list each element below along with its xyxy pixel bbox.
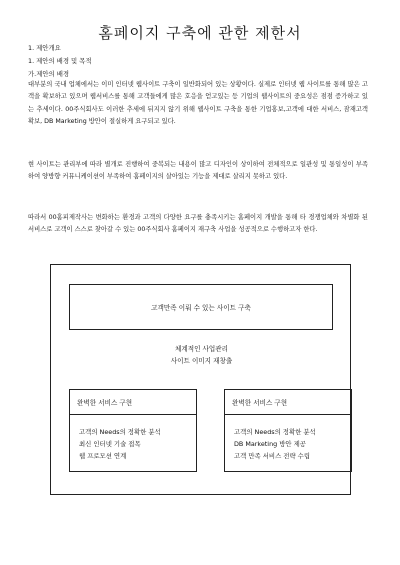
service-item: 최신 인터넷 기술 접목 — [79, 440, 141, 448]
body-paragraph: 대부분의 국내 업체에서는 이미 인터넷 웹사이트 구축이 일반화되어 있는 상황이다. 실제로 인터넷 웹 사이트를 통해 많은 고객을 확보하고 있으며 웹서비스를 통해 고객들에게 많은 호응을 얻고있는 등 기업의 웹사이트의 중요성은 점점 증가하고 있는 추세이다. 00주식회사도 이러한 추세에 뒤지지 않기 위해 웹사이트 구축을 통한 기업홍보,고객에 대한 서비스, 잠재고객 확보, DB Marketing 방안이 절실하게 요구되고 있다. — [28, 81, 368, 126]
divider — [225, 414, 351, 415]
body-paragraph: 현 사이트는 관리부에 따라 별개로 진행하여 중복되는 내용이 많고 디자인이 상이하여 전체적으로 일관성 및 통일성이 부족하여 양방향 커뮤니케이션이 부족하여 홈페이지의 살아있는 기능을 제대로 살리지 못하고 있다. — [28, 161, 368, 181]
service-item: 고객의 Needs의 정확한 분석 — [234, 428, 316, 436]
service-box-left — [69, 389, 197, 472]
service-box-title: 완벽한 서비스 구현 — [232, 399, 288, 407]
service-item: 고객의 Needs의 정확한 분석 — [79, 428, 161, 436]
service-item-list — [234, 426, 316, 462]
concept-diagram — [50, 264, 351, 495]
divider — [70, 414, 196, 415]
center-caption: 사이트 이미지 재창출 — [170, 357, 233, 365]
subsection-heading: 가.제안의 배경 — [28, 70, 70, 78]
goal-box — [69, 284, 333, 330]
service-box-right — [224, 389, 352, 472]
service-item: 웹 프로모션 연계 — [79, 452, 127, 460]
service-item: 고객 만족 서비스 전략 수립 — [234, 452, 311, 460]
center-caption: 체계적인 사업관리 — [174, 345, 229, 353]
document-title: 홈페이지 구축에 관한 제한서 — [98, 24, 302, 42]
goal-box-label: 고객만족 이뤄 수 있는 사이트 구축 — [151, 304, 251, 312]
section-heading: 1. 제안개요 — [28, 44, 61, 52]
body-paragraph: 따라서 00홈피제작사는 변화하는 환경과 고객의 다양한 요구를 충족시키는 홈페이지 개발을 통해 타 경쟁업체와 차별화 된 서비스로 고객이 스스로 찾아갈 수 있는 00주식회사 홈페이지 재구축 사업을 성공적으로 수행하고자 한다. — [28, 214, 368, 234]
subsection-heading: 1. 제안의 배경 및 목적 — [28, 57, 92, 65]
service-box-title: 완벽한 서비스 구현 — [77, 399, 133, 407]
service-item: DB Marketing 방안 제공 — [234, 440, 306, 448]
service-item-list — [79, 426, 161, 462]
